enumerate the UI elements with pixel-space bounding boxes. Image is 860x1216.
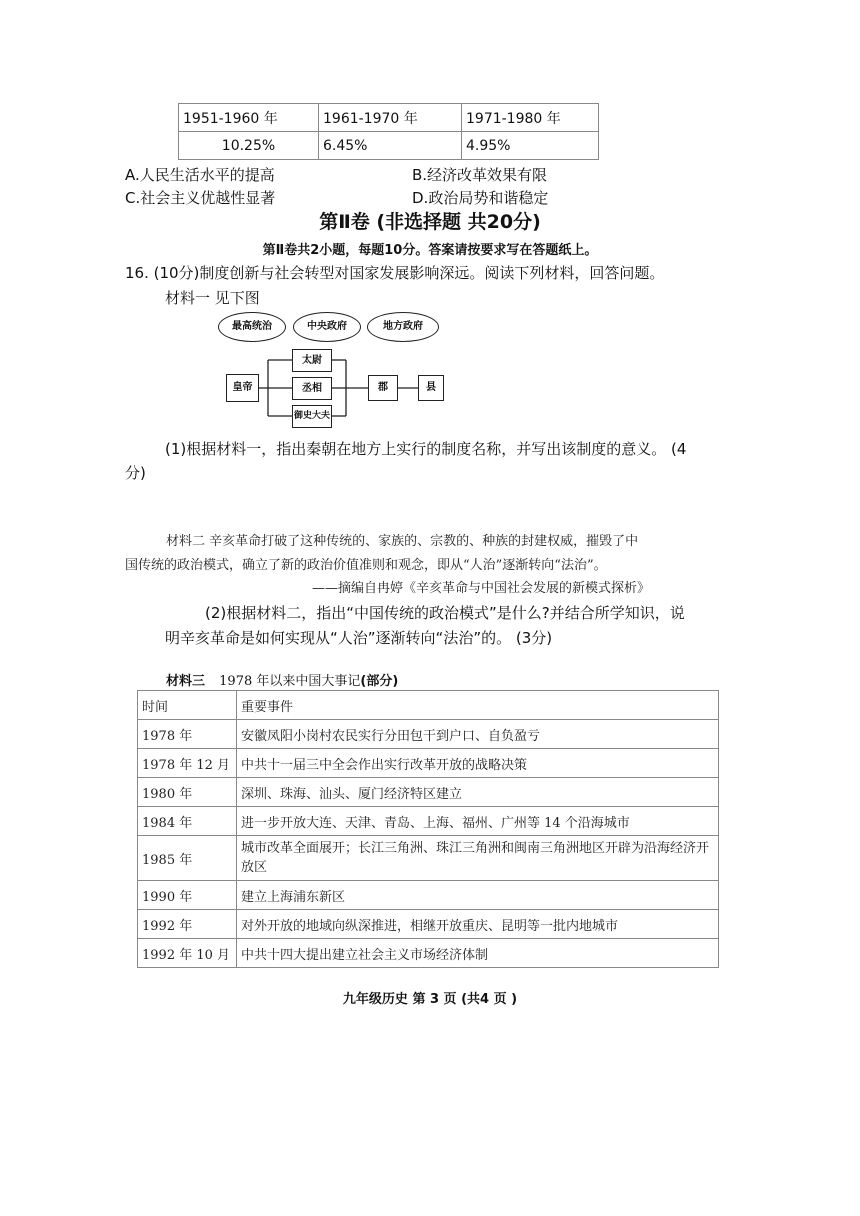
table-header-cell: 1971-1980 年 <box>462 104 599 132</box>
box-taiwei: 太尉 <box>292 349 332 372</box>
box-jun: 郡 <box>368 375 398 401</box>
material-1-label: 材料一 见下图 <box>165 289 260 307</box>
events-table <box>137 690 719 968</box>
table-cell: 10.25% <box>179 132 319 160</box>
material-3-label: 材料三 <box>166 674 206 689</box>
oval-local-government: 地方政府 <box>367 312 439 342</box>
page-footer: 九年级历史 第 3 页 (共4 页 ) <box>342 992 518 1007</box>
option-c[interactable]: C.社会主义优越性显著 <box>125 189 276 207</box>
table-row <box>138 749 719 778</box>
material-3-note: (部分) <box>360 674 399 689</box>
table-cell-year: 1978 年 <box>138 720 237 749</box>
qin-government-diagram <box>215 308 445 428</box>
table-cell-event: 中共十四大提出建立社会主义市场经济体制 <box>237 939 719 968</box>
section-note: 第Ⅱ卷共2小题，每题10分。答案请按要求写在答题纸上。 <box>262 243 598 258</box>
table-row <box>138 778 719 807</box>
table-row <box>179 104 599 132</box>
table-cell: 6.45% <box>319 132 462 160</box>
box-yushi-dafu: 御史大夫 <box>292 405 332 428</box>
material-2-source: ——摘编自冉婷《辛亥革命与中国社会发展的新模式探析》 <box>312 581 651 596</box>
box-emperor: 皇帝 <box>226 374 259 402</box>
question-16-stem: 16. (10分)制度创新与社会转型对国家发展影响深远。阅读下列材料，回答问题。 <box>125 264 665 282</box>
option-a[interactable]: A.人民生活水平的提高 <box>125 166 275 184</box>
material-2-line2: 国传统的政治模式，确立了新的政治价值准则和观念，即从“人治”逐渐转向“法治”。 <box>125 558 607 573</box>
table-cell-year: 1984 年 <box>138 807 237 836</box>
oval-central-government: 中央政府 <box>293 312 361 342</box>
table-row <box>138 836 719 881</box>
table-cell-event: 建立上海浦东新区 <box>237 881 719 910</box>
table-row <box>138 720 719 749</box>
material-3-title: 1978 年以来中国大事记 <box>219 674 361 689</box>
sub-question-1-line1: (1)根据材料一，指出秦朝在地方上实行的制度名称，并写出该制度的意义。 (4 <box>165 440 687 458</box>
table-cell-year: 1990 年 <box>138 881 237 910</box>
box-xian: 县 <box>418 375 444 401</box>
table-header-cell: 时间 <box>138 691 237 720</box>
option-d[interactable]: D.政治局势和谐稳定 <box>412 189 549 207</box>
sub-question-2-line2: 明辛亥革命是如何实现从“人治”逐渐转向“法治”的。 (3分) <box>165 629 553 647</box>
table-header-cell: 1951-1960 年 <box>179 104 319 132</box>
table-header-row <box>138 691 719 720</box>
table-row <box>138 807 719 836</box>
table-cell-year: 1992 年 10 月 <box>138 939 237 968</box>
oval-supreme-ruler: 最高统治 <box>218 312 286 342</box>
table-cell-year: 1978 年 12 月 <box>138 749 237 778</box>
table-cell-year: 1980 年 <box>138 778 237 807</box>
growth-rate-table <box>178 103 599 160</box>
table-cell-event: 中共十一届三中全会作出实行改革开放的战略决策 <box>237 749 719 778</box>
table-header-cell: 重要事件 <box>237 691 719 720</box>
table-cell-event: 进一步开放大连、天津、青岛、上海、福州、广州等 14 个沿海城市 <box>237 807 719 836</box>
sub-question-1-line2: 分) <box>125 464 146 482</box>
table-cell-event: 安徽凤阳小岗村农民实行分田包干到户口、自负盈亏 <box>237 720 719 749</box>
table-row <box>138 881 719 910</box>
table-row <box>138 939 719 968</box>
table-row <box>138 910 719 939</box>
table-cell: 4.95% <box>462 132 599 160</box>
table-header-cell: 1961-1970 年 <box>319 104 462 132</box>
table-cell-event: 对外开放的地域向纵深推进，相继开放重庆、昆明等一批内地城市 <box>237 910 719 939</box>
table-cell-event: 城市改革全面展开；长江三角洲、珠江三角洲和闽南三角洲地区开辟为沿海经济开放区 <box>237 836 719 881</box>
section-title: 第Ⅱ卷 (非选择题 共20分) <box>319 211 541 233</box>
table-row <box>179 132 599 160</box>
material-3-heading <box>166 670 398 689</box>
sub-question-2-line1: (2)根据材料二，指出“中国传统的政治模式”是什么?并结合所学知识，说 <box>205 604 685 622</box>
table-cell-event: 深圳、珠海、汕头、厦门经济特区建立 <box>237 778 719 807</box>
table-cell-year: 1992 年 <box>138 910 237 939</box>
table-cell-year: 1985 年 <box>138 836 237 881</box>
box-chengxiang: 丞相 <box>292 377 332 400</box>
material-2-line1: 材料二 辛亥革命打破了这种传统的、家族的、宗教的、种族的封建权威，摧毁了中 <box>166 534 639 549</box>
option-b[interactable]: B.经济改革效果有限 <box>412 166 548 184</box>
